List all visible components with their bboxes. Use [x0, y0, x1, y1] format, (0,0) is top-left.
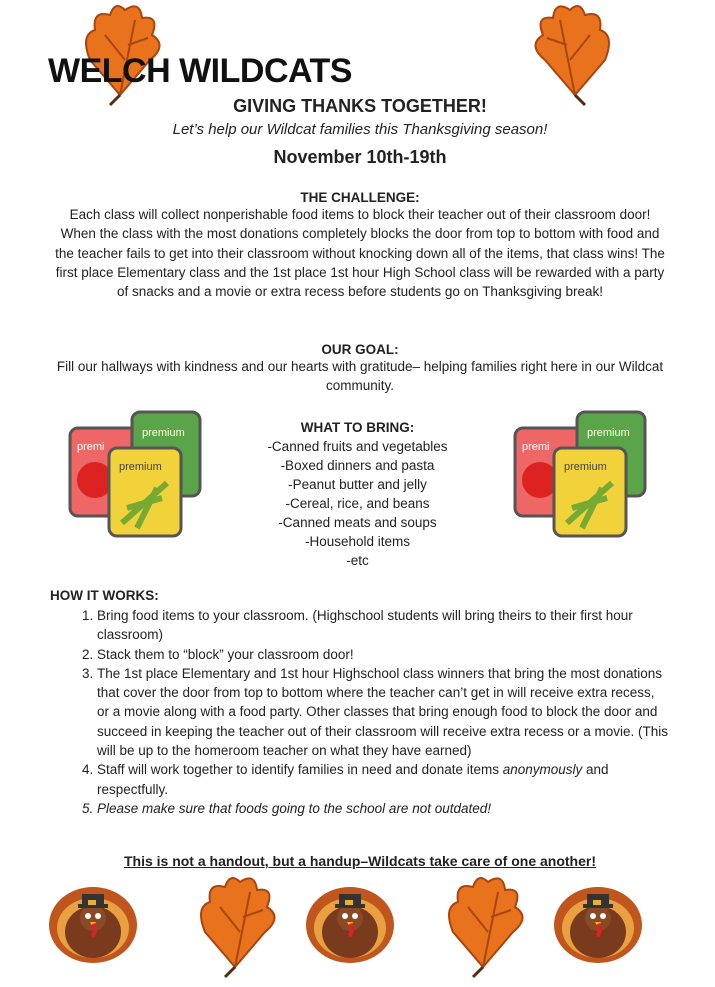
turkey-icon: [48, 880, 140, 970]
canned-food-icon: [67, 408, 207, 543]
challenge-body: Each class will collect nonperishable food items to block their teacher out of their classroom door! When the class with the most donations completely blocks the door from top to bottom with food and the teacher fails to get into their classroom without knocking down all of the items, that class wins! The first place Elementary class and the 1st place 1st hour High School class will be rewarded with a party of snacks and a movie or extra recess before students go on Thanksgiving break!: [55, 207, 665, 300]
step-item: 5. Please make sure that foods going to the school are not outdated!: [97, 799, 670, 818]
footer-slogan: This is not a handout, but a handup–Wildcats take care of one another!: [123, 853, 597, 869]
event-dates: November 10th-19th: [273, 147, 447, 167]
challenge-section: [40, 190, 680, 301]
autumn-leaf-icon: [195, 872, 290, 982]
bring-item: -etc: [346, 553, 369, 568]
bring-item: -Canned fruits and vegetables: [267, 439, 448, 454]
bring-item: -Canned meats and soups: [278, 515, 437, 530]
bring-item: -Boxed dinners and pasta: [280, 458, 435, 473]
subtitle: GIVING THANKS TOGETHER!: [233, 96, 487, 116]
turkey-icon: [305, 880, 397, 970]
bring-item: -Household items: [304, 534, 411, 549]
step-item: 3. The 1st place Elementary and 1st hour Highschool class winners that bring the most donations that cover the door from top to bottom where the teacher can’t get in will receive extra recess, or a movie along with a food party. Other classes that bring enough food to block the door and succeed in keeping the teacher out of their classroom will receive extra recess or a movie. (This will be up to the homeroom teacher on what they have earned): [97, 664, 670, 760]
canned-food-icon: [512, 408, 652, 543]
how-it-works-section: [50, 588, 670, 818]
autumn-leaf-icon: [443, 872, 538, 982]
what-to-bring-section: [230, 418, 485, 570]
step-item: [97, 760, 670, 799]
bring-item: -Peanut butter and jelly: [288, 477, 427, 492]
step-text: and respectfully.: [97, 762, 609, 797]
turkey-icon: [553, 880, 645, 970]
goal-section: [40, 342, 680, 396]
autumn-leaf-icon: [520, 0, 615, 110]
bring-heading: WHAT TO BRING:: [300, 420, 415, 435]
tagline: Let’s help our Wildcat families this Thanksgiving season!: [172, 121, 548, 138]
goal-body: Fill our hallways with kindness and our hearts with gratitude– helping families right here in our Wildcat community.: [56, 359, 664, 394]
page-title: WELCH WILDCATS: [48, 52, 352, 90]
goal-heading: OUR GOAL:: [321, 342, 399, 357]
step-emphasis: anonymously: [502, 762, 583, 778]
challenge-heading: THE CHALLENGE:: [300, 190, 420, 205]
step-text: Staff will work together to identify families in need and donate items: [97, 762, 503, 778]
bring-item: -Cereal, rice, and beans: [285, 496, 430, 511]
step-item: 2. Stack them to “block” your classroom door!: [97, 645, 670, 664]
how-heading: HOW IT WORKS:: [50, 588, 159, 603]
step-item: 1. Bring food items to your classroom. (Highschool students will bring theirs to their first hour classroom): [97, 606, 670, 645]
